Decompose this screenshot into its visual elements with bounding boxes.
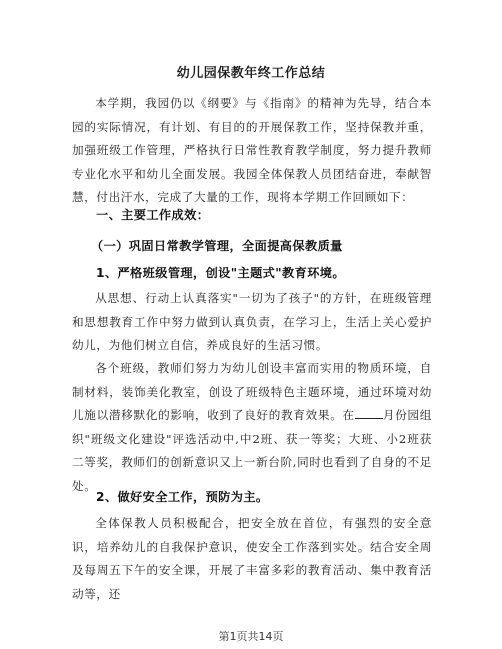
document-title: 幼儿园保教年终工作总结: [176, 66, 326, 81]
fill-in-blank: [355, 406, 383, 419]
item2-paragraph-1: 全体保教人员积极配合，把安全放在首位，有强烈的安全意识，培养幼儿的自我保护意识，使安全工作落到实处。结合安全周及每周五下午的安全课，开展了丰富多彩的教育活动、集中教育活动等，还: [72, 516, 432, 601]
subsection-heading: （一）巩固日常教学管理，全面提高保教质量: [91, 239, 343, 253]
item-heading-2: 2、做好安全工作，预防为主。: [96, 490, 269, 504]
item1-paragraph-1: 从思想、行动上认真落实"一切为了孩子"的方针，在班级管理和思想教育工作中努力做到认真负责，在学习上，生活上关心爱护幼儿，为他们树立自信，养成良好的生活习惯。: [72, 291, 432, 352]
intro-paragraph: 本学期，我园仍以《纲要》与《指南》的精神为先导，结合本园的实际情况，有计划、有目的的开展保教工作，坚持保教并重，加强班级工作管理，严格执行日常性教育教学制度，努力提升教师专业化水平和幼儿全面发展。我园全体保教人员团结奋进，奉献智慧，付出汗水，完成了大量的工作，现将本学期工作回顾如下：: [72, 96, 432, 204]
page-number: 第1页共14页: [218, 630, 284, 643]
item1-paragraph-2-part-b: 月份园组织"班级文化建设"评选活动中,中2班、获一等奖；大班、小2班获二等奖，教师们的创新意识又上一新台阶,同时也看到了自身的不足处。: [72, 408, 432, 493]
item1-paragraph-2-part-a: 各个班级，教师们努力为幼儿创设丰富而实用的物质环境，自制材料，装饰美化教室，创设了班级特色主题环境，通过环境对幼儿施以潜移默化的影响，收到了良好的教育效果。在: [72, 361, 432, 422]
item-heading-1: 1、严格班级管理，创设"主题式"教育环境。: [96, 266, 345, 280]
item1-paragraph-2: [72, 357, 432, 498]
section-heading: 一、主要工作成效：: [96, 208, 210, 222]
